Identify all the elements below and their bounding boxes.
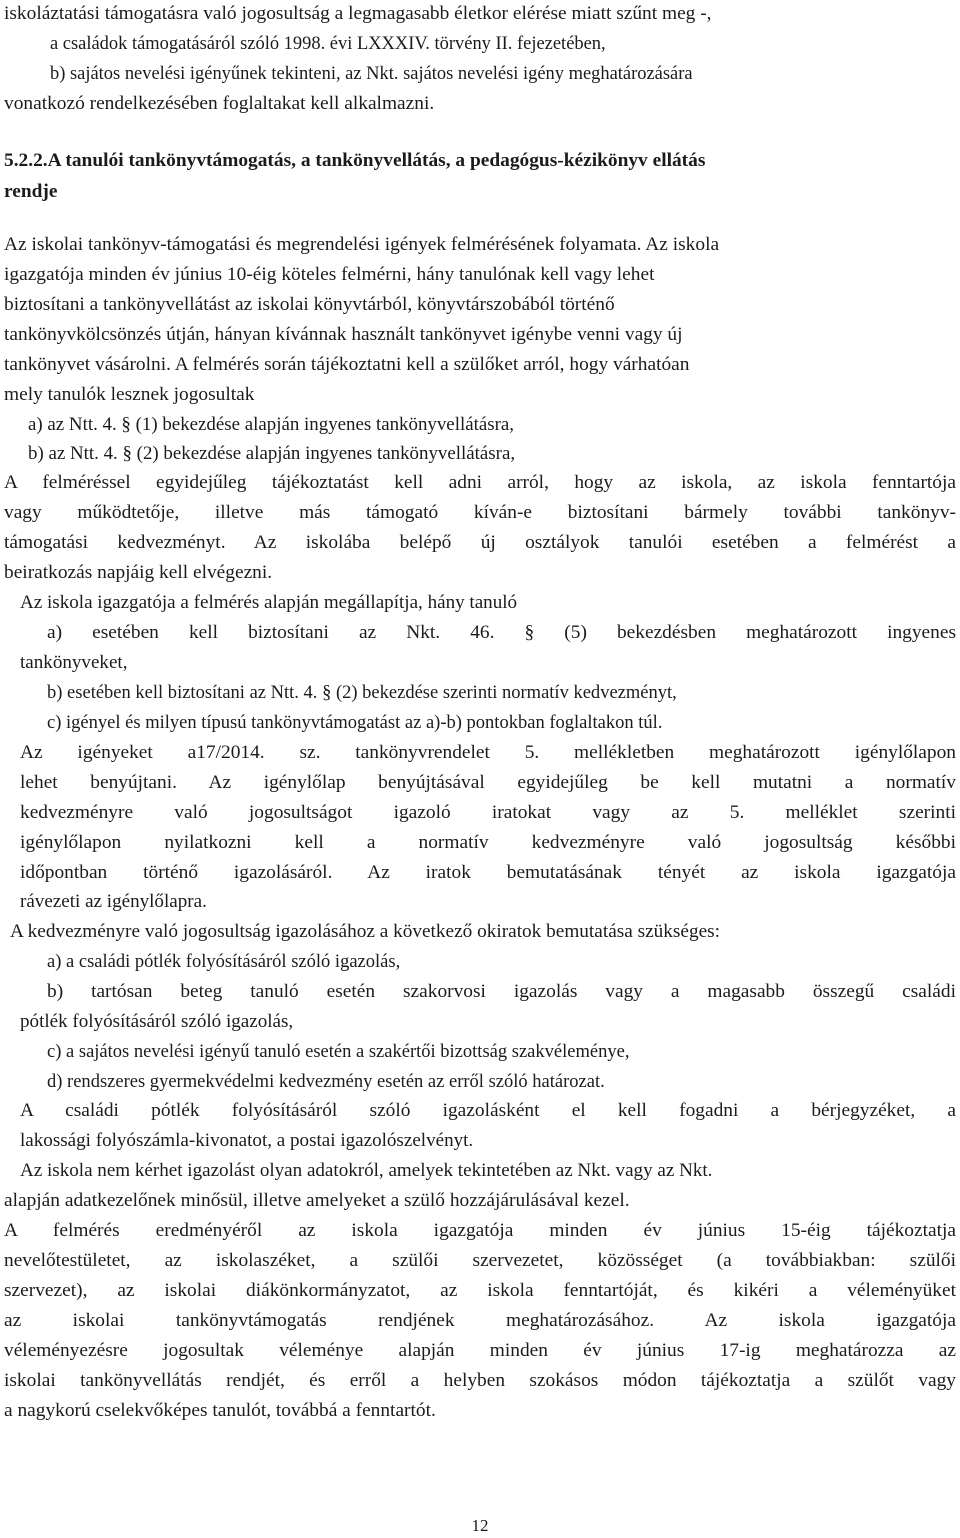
- list-item: a) az Ntt. 4. § (1) bekezdése alapján ingyenes tankönyvellátásra,: [28, 414, 514, 435]
- text-line: iskoláztatási támogatásra való jogosultság a legmagasabb életkor elérése miatt szűnt meg -,: [4, 3, 712, 24]
- text-line: kedvezményre való jogosultságot igazoló iratokat vagy az 5. melléklet szerinti: [20, 802, 956, 823]
- text-line: nevelőtestületet, az iskolaszéket, a szülői szervezetet, közösséget (a továbbiakban: szülői: [4, 1250, 956, 1271]
- list-item: b) esetében kell biztosítani az Ntt. 4. § (2) bekezdése szerinti normatív kedvezményt,: [47, 682, 677, 703]
- text-line: pótlék folyósításáról szóló igazolás,: [20, 1011, 294, 1032]
- list-item: c) igényel és milyen típusú tankönyvtámogatást az a)-b) pontokban foglaltakon túl.: [47, 712, 663, 733]
- text-line: A kedvezményre való jogosultság igazolásához a következő okiratok bemutatása szükséges:: [10, 921, 721, 942]
- text-line: az iskolai tankönyvtámogatás rendjének meghatározásához. Az iskola igazgatója: [4, 1310, 956, 1331]
- list-item: c) a sajátos nevelési igényű tanuló esetén a szakértői bizottság szakvéleménye,: [47, 1041, 630, 1062]
- text-line: véleményezésre jogosultak véleménye alapján minden év június 17-ig meghatározza az: [4, 1340, 956, 1361]
- section-heading: 5.2.2.A tanulói tankönyvtámogatás, a tankönyvellátás, a pedagógus-kézikönyv ellátás: [4, 150, 706, 171]
- text-line: támogatási kedvezményt. Az iskolába belépő új osztályok tanulói esetében a felmérést a: [4, 532, 956, 553]
- text-line: szervezet), az iskolai diákönkormányzatot, az iskola fenntartóját, és kikéri a véleményüket: [4, 1280, 956, 1301]
- list-item: b) az Ntt. 4. § (2) bekezdése alapján ingyenes tankönyvellátásra,: [28, 443, 516, 464]
- section-heading-continued: rendje: [4, 181, 58, 202]
- text-line: biztosítani a tankönyvellátást az iskolai könyvtárból, könyvtárszobából történő: [4, 294, 615, 315]
- text-line: a családok támogatásáról szóló 1998. évi LXXXIV. törvény II. fejezetében,: [50, 33, 606, 54]
- text-line: igénylőlapon nyilatkozni kell a normatív kedvezményre való jogosultság későbbi: [20, 832, 956, 853]
- text-line: alapján adatkezelőnek minősül, illetve amelyeket a szülő hozzájárulásával kezel.: [4, 1190, 630, 1211]
- text-line: lehet benyújtani. Az igénylőlap benyújtásával egyidejűleg be kell mutatni a normatív: [20, 772, 956, 793]
- list-item: b) tartósan beteg tanuló esetén szakorvosi igazolás vagy a magasabb összegű családi: [47, 981, 956, 1002]
- text-line: időpontban történő igazolásáról. Az iratok bemutatásának tényét az iskola igazgatója: [20, 862, 956, 883]
- list-item: a) a családi pótlék folyósításáról szóló igazolás,: [47, 951, 401, 972]
- text-line: Az iskola nem kérhet igazolást olyan adatokról, amelyek tekintetében az Nkt. vagy az Nkt.: [20, 1160, 713, 1181]
- text-line: igazgatója minden év június 10-éig köteles felmérni, hány tanulónak kell vagy lehet: [4, 264, 655, 285]
- text-line: mely tanulók lesznek jogosultak: [4, 384, 255, 405]
- list-item: a) esetében kell biztosítani az Nkt. 46. § (5) bekezdésben meghatározott ingyenes: [47, 622, 956, 643]
- text-line: A családi pótlék folyósításáról szóló igazolásként el kell fogadni a bérjegyzéket, a: [20, 1100, 956, 1121]
- list-item: d) rendszeres gyermekvédelmi kedvezmény esetén az erről szóló határozat.: [47, 1071, 605, 1092]
- text-line: beiratkozás napjáig kell elvégezni.: [4, 562, 273, 583]
- text-line: rávezeti az igénylőlapra.: [20, 891, 207, 912]
- text-line: b) sajátos nevelési igényűnek tekinteni, az Nkt. sajátos nevelési igény meghatározására: [50, 63, 693, 84]
- text-line: Az igényeket a17/2014. sz. tankönyvrendelet 5. mellékletben meghatározott igénylőlapon: [20, 742, 956, 763]
- text-line: A felméréssel egyidejűleg tájékoztatást kell adni arról, hogy az iskola, az iskola fenntartója: [4, 472, 956, 493]
- text-line: tankönyvet vásárolni. A felmérés során tájékoztatni kell a szülőket arról, hogy várhatóan: [4, 354, 690, 375]
- text-line: Az iskolai tankönyv-támogatási és megrendelési igények felmérésének folyamata. Az iskola: [4, 234, 720, 255]
- text-line: vonatkozó rendelkezésében foglaltakat kell alkalmazni.: [4, 93, 435, 114]
- text-line: vagy működtetője, illetve más támogató kíván-e biztosítani bármely további tankönyv-: [4, 502, 956, 523]
- text-line: Az iskola igazgatója a felmérés alapján megállapítja, hány tanuló: [20, 592, 518, 613]
- page-number: 12: [471, 1516, 489, 1535]
- text-line: tankönyvkölcsönzés útján, hányan kívánnak használt tankönyvet igénybe venni vagy új: [4, 324, 683, 345]
- text-line: lakossági folyószámla-kivonatot, a postai igazolószelvényt.: [20, 1130, 474, 1151]
- text-line: a nagykorú cselekvőképes tanulót, továbbá a fenntartót.: [4, 1400, 436, 1421]
- text-line: A felmérés eredményéről az iskola igazgatója minden év június 15-éig tájékoztatja: [4, 1220, 956, 1241]
- text-line: iskolai tankönyvellátás rendjét, és erről a helyben szokásos módon tájékoztatja a szülőt vagy: [4, 1370, 956, 1391]
- text-line: tankönyveket,: [20, 652, 128, 673]
